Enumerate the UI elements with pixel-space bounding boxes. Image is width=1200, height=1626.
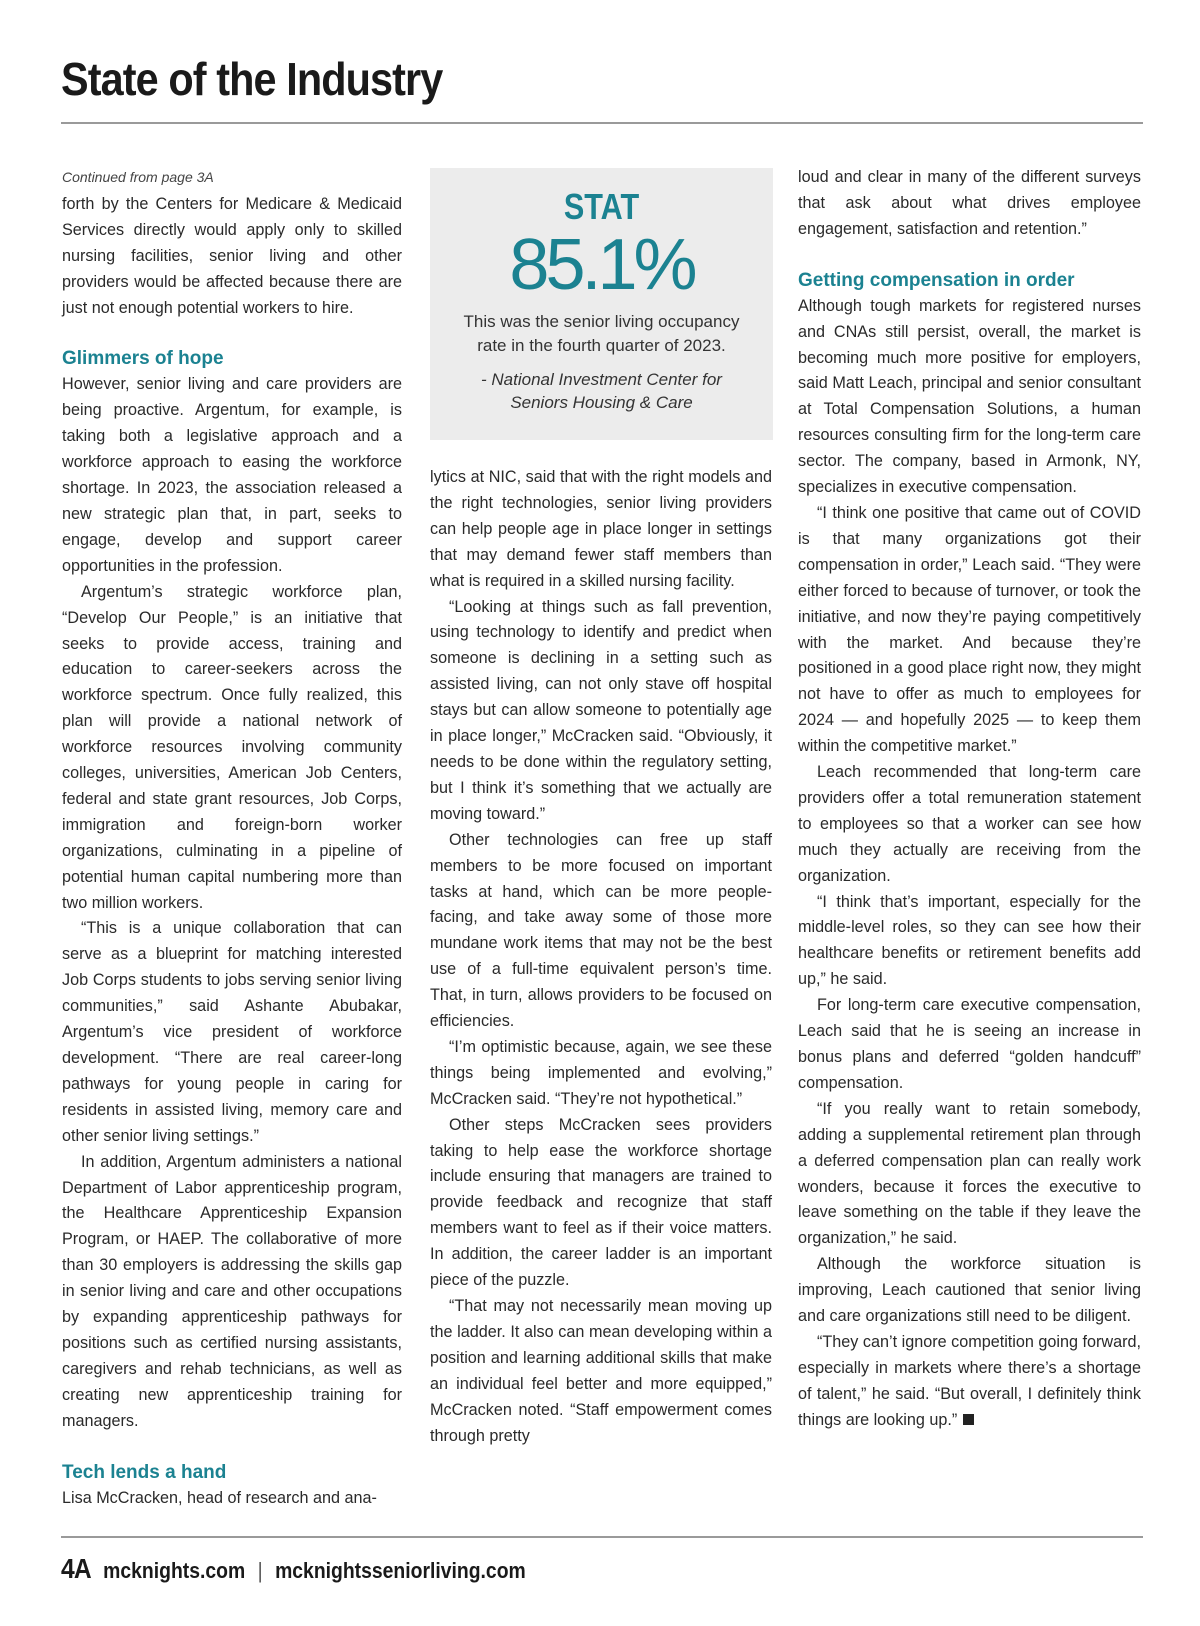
subhead-tech-lends-a-hand: Tech lends a hand xyxy=(62,1461,227,1483)
end-mark-icon xyxy=(963,1414,974,1425)
paragraph: “I think one positive that came out of COVID is that many organizations got their compensation in order,” Leach said. “They were either forced to because of turnover, or took the initiative, and now they’re paying competitively with the market. And because they’re positioned in a good place right now, they might not have to offer as much to employees for 2024 — and hopefully 2025 — to keep them within the competitive market.” xyxy=(798,503,1141,756)
page-number: 4A xyxy=(61,1553,91,1584)
paragraph: Other technologies can free up staff members to be more focused on important tasks at hand, which can be more people-facing, and take away some of those more mundane work items that may not be the best use of a full-time equivalent person’s time. That, in turn, allows providers to be focused on efficiencies. xyxy=(430,830,772,1031)
paragraph: Although tough markets for registered nurses and CNAs still persist, overall, the market is becoming much more positive for employers, said Matt Leach, principal and senior consultant at Total Compensation Solutions, a human resources consulting firm for the long-term care sector. The company, based in Armonk, NY, specializes in executive compensation. xyxy=(798,296,1141,497)
paragraph: “I’m optimistic because, again, we see these things being implemented and evolving,” McCracken said. “They’re not hypothetical.” xyxy=(430,1037,772,1108)
stat-description: This was the senior living occupancy rate in the fourth quarter of 2023. xyxy=(463,312,740,355)
stat-callout xyxy=(430,168,773,440)
page-title: State of the Industry xyxy=(61,53,443,105)
stat-value: 85.1% xyxy=(509,225,694,305)
paragraph: “Looking at things such as fall prevention, using technology to identify and predict when someone is declining in a setting such as assisted living, can not only stave off hospital stays but can allow someone to potentially age in place longer,” McCracken said. “Obviously, it needs to be done within the regulatory setting, but I think it’s something that we actually are moving toward.” xyxy=(430,597,772,823)
paragraph: Leach recommended that long-term care providers offer a total remuneration statement to employees so that a worker can see how much they actually are receiving from the organization. xyxy=(798,763,1141,885)
footer-link-mcknights[interactable]: mcknights.com xyxy=(103,1558,246,1583)
paragraph: “If you really want to retain somebody, adding a supplemental retirement plan through a deferred compensation plan can really work wonders, because it forces the executive to leave something on the table if they leave the organization,” he said. xyxy=(798,1099,1141,1248)
paragraph: lytics at NIC, said that with the right models and the right technologies, senior living providers can help people age in place longer in settings that may demand fewer staff members than what is required in a skilled nursing facility. xyxy=(430,468,772,590)
subhead-glimmers-of-hope: Glimmers of hope xyxy=(62,348,224,370)
footer-separator: | xyxy=(257,1558,263,1583)
paragraph: Other steps McCracken sees providers taking to help ease the workforce shortage include ensuring that managers are trained to provide feedback and recognize that staff members want to feel as if their voice matters. In addition, the career ladder is an important piece of the puzzle. xyxy=(430,1115,772,1290)
paragraph: forth by the Centers for Medicare & Medicaid Services directly would apply only to skilled nursing facilities, senior living and other providers would be affected because there are just not enough potential workers to hire. xyxy=(62,194,402,317)
page-footer xyxy=(61,1553,526,1585)
stat-source: - National Investment Center for Seniors Housing & Care xyxy=(481,370,722,412)
article-column-3 xyxy=(798,165,1141,1434)
footer-link-senior-living[interactable]: mcknightsseniorliving.com xyxy=(275,1558,526,1583)
paragraph: For long-term care executive compensation, Leach said that he is seeing an increase in bonus plans and deferred “golden handcuff” compensation. xyxy=(798,996,1141,1092)
paragraph-text: “They can’t ignore competition going forward, especially in markets where there’s a shortage of talent,” he said. “But overall, I definitely think things are looking up.” xyxy=(798,1332,1141,1429)
paragraph: In addition, Argentum administers a national Department of Labor apprenticeship program, the Healthcare Apprenticeship Expansion Program, or HAEP. The collaborative of more than 30 employers is addressing the skills gap in senior living and care and other occupations by expanding apprenticeship pathways for positions such as certified nursing assistants, caregivers and rehab technicians, as well as creating new apprenticeship training for managers. xyxy=(62,1152,402,1430)
paragraph: However, senior living and care providers are being proactive. Argentum, for example, is taking both a legislative approach and a workforce approach to easing the workforce shortage. In 2023, the association released a new strategic plan that, in part, seeks to engage, develop and support career opportunities in the profession. xyxy=(62,375,402,575)
paragraph: “This is a unique collaboration that can serve as a blueprint for matching interested Job Corps students to jobs serving senior living communities,” said Ashante Abubakar, Argentum’s vice president of workforce development. “There are real career-long pathways for young people in caring for residents in assisted living, memory care and other senior living settings.” xyxy=(62,919,402,1145)
subhead-getting-compensation-in-order: Getting compensation in order xyxy=(798,269,1075,291)
article-column-2 xyxy=(430,465,772,1449)
paragraph: loud and clear in many of the different surveys that ask about what drives employee engagement, satisfaction and retention.” xyxy=(798,168,1141,238)
paragraph: Although the workforce situation is improving, Leach cautioned that senior living and care organizations still need to be diligent. xyxy=(798,1255,1141,1326)
header-divider xyxy=(61,122,1143,124)
continued-note: Continued from page 3A xyxy=(62,169,214,185)
paragraph: “I think that’s important, especially for the middle-level roles, so they can see how their healthcare benefits or retirement benefits add up,” he said. xyxy=(798,892,1141,989)
final-paragraph xyxy=(798,1330,1141,1434)
footer-divider xyxy=(61,1536,1143,1538)
paragraph: Lisa McCracken, head of research and ana- xyxy=(62,1488,377,1507)
paragraph: Argentum’s strategic workforce plan, “Develop Our People,” is an initiative that seeks to provide access, training and education to career-seekers across the workforce spectrum. Once fully realized, this plan will provide a national network of workforce resources involving community colleges, universities, American Job Centers, federal and state grant resources, Job Corps, immigration and foreign-born worker organizations, culminating in a pipeline of potential human capital numbering more than two million workers. xyxy=(62,582,402,912)
paragraph: “That may not necessarily mean moving up the ladder. It also can mean developing within a position and learning additional skills that make an individual feel better and more equipped,” McCracken noted. “Staff empowerment comes through pretty xyxy=(430,1297,772,1445)
stat-label: STAT xyxy=(563,186,640,227)
article-column-1 xyxy=(62,165,402,1512)
